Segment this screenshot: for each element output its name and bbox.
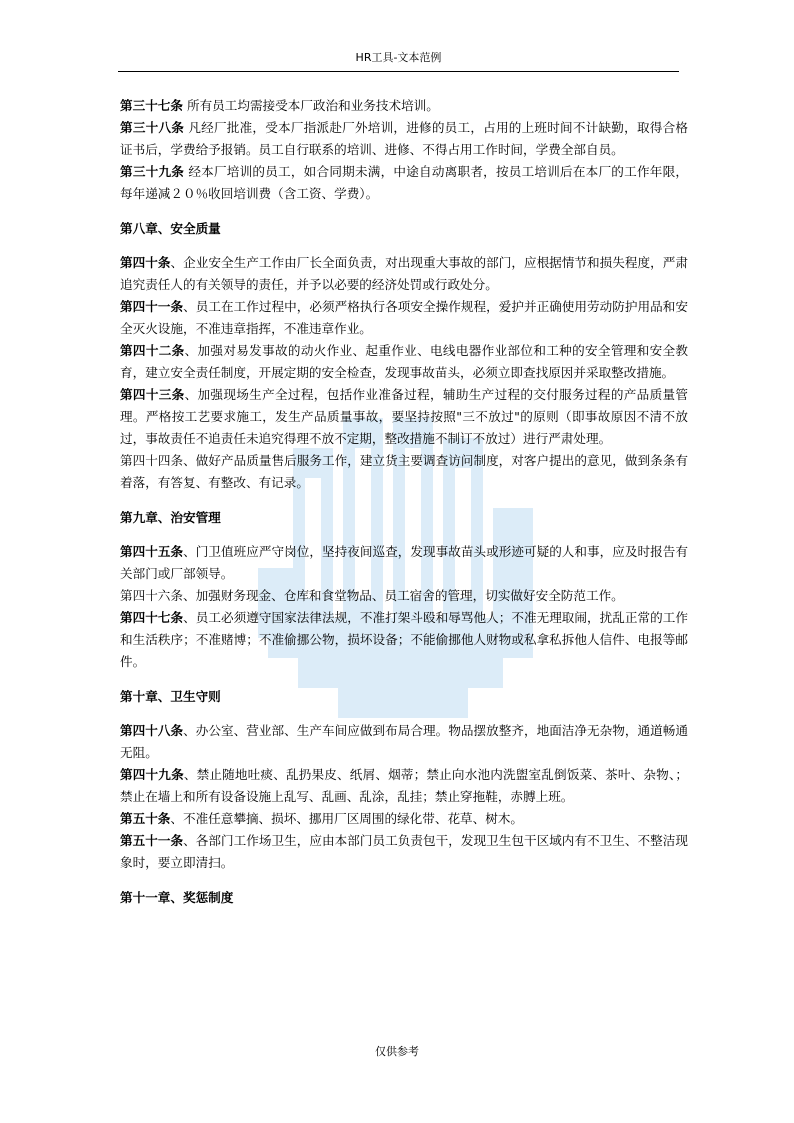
chapter-heading: 第十一章、奖惩制度 xyxy=(120,890,234,905)
article-label: 第五十条 xyxy=(120,811,171,826)
paragraph xyxy=(120,830,688,874)
page-header xyxy=(118,51,679,72)
paragraph xyxy=(120,296,688,340)
article-label: 第四十二条 xyxy=(120,343,185,358)
paragraph xyxy=(120,720,688,764)
article-text: 、不准任意攀摘、损坏、挪用厂区周围的绿化带、花草、树木。 xyxy=(170,811,523,826)
chapter-heading: 第九章、治安管理 xyxy=(120,510,221,525)
article-label: 第四十八条 xyxy=(120,723,184,738)
article-label: 第四十五条 xyxy=(120,544,184,559)
article-label: 第四十九条 xyxy=(120,767,184,782)
article-text: 、各部门工作场卫生，应由本部门员工负责包干，发现卫生包干区域内有不卫生、不整洁现象时，要立即清扫。 xyxy=(120,833,689,870)
article-label: 第三十八条 xyxy=(120,120,185,135)
paragraph xyxy=(120,161,688,205)
article-text: 、加强对易发事故的动火作业、起重作业、电线电器作业部位和工种的安全管理和安全教育，建立安全责任制度，开展定期的安全检查，发现事故苗头，必须立即查找原因并采取整改措施。 xyxy=(120,343,689,380)
paragraph xyxy=(120,117,688,161)
paragraph xyxy=(120,607,688,673)
paragraph xyxy=(120,95,688,117)
article-text: 、员工必须遵守国家法律法规，不准打架斗殴和辱骂他人；不准无理取闹，扰乱正常的工作和生活秩序；不准赌博；不准偷挪公物，损坏设备；不能偷挪他人财物或私拿私拆他人信件、电报等邮件。 xyxy=(120,610,689,669)
paragraph xyxy=(120,541,688,585)
article-label: 第五十一条 xyxy=(120,833,184,848)
article-text: 、员工在工作过程中，必须严格执行各项安全操作规程，爱护并正确使用劳动防护用品和安全灭火设施，不准违章指挥，不准违章作业。 xyxy=(120,299,689,336)
header-title: HR工具-文本范例 xyxy=(355,51,442,64)
article-label: 第四十三条 xyxy=(120,387,185,402)
paragraph xyxy=(120,450,688,494)
article-text: 所有员工均需接受本厂政治和业务技术培训。 xyxy=(182,98,439,113)
paragraph xyxy=(120,764,688,808)
document-body xyxy=(120,95,688,921)
article-text: 经本厂培训的员工，如合同期未满，中途自动离职者，按员工培训后在本厂的工作年限，每年递减２０％收回培训费（含工资、学费）。 xyxy=(120,164,688,201)
article-label: 第四十七条 xyxy=(120,610,184,625)
article-text: 、企业安全生产工作由厂长全面负责，对出现重大事故的部门，应根据情节和损失程度，严肃追究责任人的有关领导的责任，并予以必要的经济处罚或行政处分。 xyxy=(120,255,689,292)
article-text: 、办公室、营业部、生产车间应做到布局合理。物品摆放整齐，地面洁净无杂物，通道畅通无阻。 xyxy=(120,723,689,760)
article-label: 第三十七条 xyxy=(120,98,183,113)
article-text: 第四十四条、做好产品质量售后服务工作，建立货主要调查访问制度，对客户提出的意见，做到条条有着落，有答复、有整改、有记录。 xyxy=(120,453,688,490)
paragraph xyxy=(120,252,688,296)
paragraph xyxy=(120,340,688,384)
article-text: 凡经厂批准，受本厂指派赴厂外培训，进修的员工，占用的上班时间不计缺勤，取得合格证书后，学费给予报销。员工自行联系的培训、进修、不得占用工作时间，学费全部自员。 xyxy=(120,120,688,157)
footer-text: 仅供参考 xyxy=(375,1045,419,1058)
chapter-heading: 第十章、卫生守则 xyxy=(120,689,221,704)
article-label: 第四十一条 xyxy=(120,299,184,314)
article-label: 第四十条 xyxy=(120,255,171,270)
paragraph xyxy=(120,384,688,450)
chapter-heading: 第八章、安全质量 xyxy=(120,221,221,236)
page-footer xyxy=(0,1043,794,1059)
paragraph xyxy=(120,808,688,830)
article-text: 、禁止随地吐痰、乱扔果皮、纸屑、烟蒂；禁止向水池内洗盥室乱倒饭菜、茶叶、杂物、；禁止在墙上和所有设备设施上乱写、乱画、乱涂，乱挂；禁止穿拖鞋，赤膊上班。 xyxy=(120,767,689,804)
article-text: 第四十六条、加强财务现金、仓库和食堂物品、员工宿舍的管理，切实做好安全防范工作。 xyxy=(120,588,624,603)
article-text: 、加强现场生产全过程，包括作业准备过程，辅助生产过程的交付服务过程的产品质量管理。严格按工艺要求施工，发生产品质量事故，要坚持按照"三不放过"的原则（即事故原因不清不放过，事故责任不追责任未追究得理不放不定期，整改措施不制订不放过）进行严肃处理。 xyxy=(120,387,689,446)
article-label: 第三十九条 xyxy=(120,164,185,179)
paragraph xyxy=(120,585,688,607)
article-text: 、门卫值班应严守岗位，坚持夜间巡查，发现事故苗头或形迹可疑的人和事，应及时报告有关部门或厂部领导。 xyxy=(120,544,689,581)
